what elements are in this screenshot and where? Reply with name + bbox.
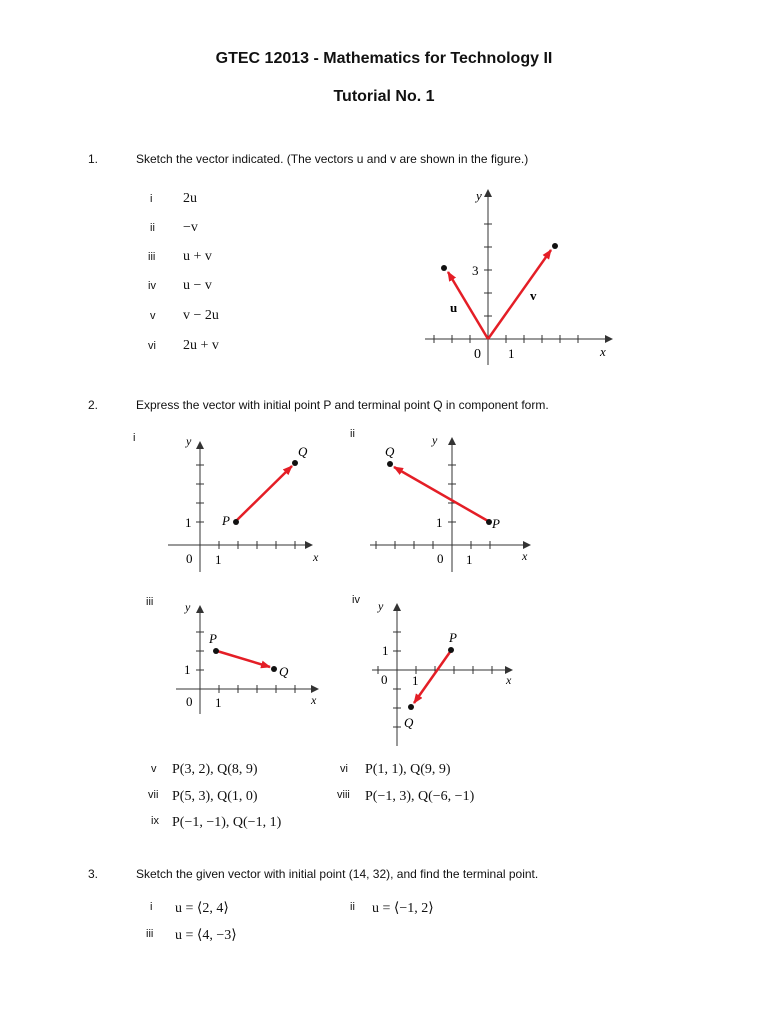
y-axis-label: y bbox=[185, 600, 191, 614]
q3-item-expr: u = ⟨−1, 2⟩ bbox=[372, 901, 434, 916]
q3-text: Sketch the given vector with initial point (14, 32), and find the terminal point. bbox=[136, 867, 539, 881]
x-tick-label: 1 bbox=[508, 346, 515, 361]
x-axis-label: x bbox=[506, 673, 512, 687]
point-item-label: vi bbox=[340, 763, 348, 775]
point-item-label: viii bbox=[337, 789, 350, 801]
q-label: Q bbox=[298, 444, 308, 459]
q1-item-label: vi bbox=[148, 340, 156, 352]
point-item-expr: P(5, 3), Q(1, 0) bbox=[172, 789, 258, 804]
q3-number: 3. bbox=[88, 867, 99, 881]
q1-text: Sketch the vector indicated. (The vectors u and v are shown in the figure.) bbox=[136, 152, 529, 166]
q1-item-expr: 2u + v bbox=[183, 338, 219, 353]
point-item-expr: P(1, 1), Q(9, 9) bbox=[365, 762, 451, 777]
point-q bbox=[408, 704, 414, 710]
origin-label: 0 bbox=[186, 551, 193, 566]
v-label: v bbox=[530, 288, 537, 303]
q3-item-expr: u = ⟨4, −3⟩ bbox=[175, 928, 237, 943]
point-p bbox=[448, 647, 454, 653]
origin-label: 0 bbox=[381, 672, 388, 687]
x-axis-label: x bbox=[313, 550, 319, 564]
graph-label: ii bbox=[350, 428, 355, 440]
y-tick-label: 3 bbox=[472, 263, 479, 278]
tutorial-title: Tutorial No. 1 bbox=[333, 88, 435, 105]
p-label: P bbox=[492, 516, 500, 531]
q3-item-label: iii bbox=[146, 928, 154, 940]
graph-label: iii bbox=[146, 596, 154, 608]
q3-item-label: i bbox=[150, 901, 153, 913]
q-label: Q bbox=[404, 715, 414, 730]
q1-item-label: ii bbox=[150, 222, 155, 234]
q2-number: 2. bbox=[88, 398, 99, 412]
q2-text: Express the vector with initial point P and terminal point Q in component form. bbox=[136, 398, 549, 412]
u-label: u bbox=[450, 300, 458, 315]
q1-item-expr: 2u bbox=[183, 191, 197, 206]
q-label: Q bbox=[385, 444, 395, 459]
q1-number: 1. bbox=[88, 152, 99, 166]
x-tick-label: 1 bbox=[215, 695, 222, 710]
y-axis-label: y bbox=[476, 188, 482, 203]
y-tick-label: 1 bbox=[436, 515, 443, 530]
y-axis-label: y bbox=[378, 599, 384, 613]
point-item-label: vii bbox=[148, 789, 159, 801]
course-title: GTEC 12013 - Mathematics for Technology II bbox=[215, 50, 553, 67]
graph-label: i bbox=[133, 432, 136, 444]
x-axis-label: x bbox=[311, 693, 317, 707]
origin-label: 0 bbox=[474, 347, 481, 362]
p-label: P bbox=[449, 630, 457, 645]
q-label: Q bbox=[279, 664, 289, 679]
q1-item-expr: v − 2u bbox=[183, 308, 219, 323]
x-tick-label: 1 bbox=[412, 673, 419, 688]
point-item-label: v bbox=[151, 763, 157, 775]
y-axis-label: y bbox=[432, 433, 438, 447]
point-item-expr: P(−1, 3), Q(−6, −1) bbox=[365, 789, 475, 804]
x-tick-label: 1 bbox=[215, 552, 222, 567]
origin-label: 0 bbox=[437, 551, 444, 566]
q1-item-expr: −v bbox=[183, 220, 198, 235]
p-label: P bbox=[222, 513, 230, 528]
q1-item-expr: u − v bbox=[183, 278, 212, 293]
x-axis-label: x bbox=[522, 549, 528, 563]
p-label: P bbox=[209, 631, 217, 646]
y-axis-label: y bbox=[186, 434, 192, 448]
q1-item-label: i bbox=[150, 193, 153, 205]
y-tick-label: 1 bbox=[184, 662, 191, 677]
q1-item-expr: u + v bbox=[183, 249, 212, 264]
point-item-label: ix bbox=[151, 815, 159, 827]
q1-item-label: iii bbox=[148, 251, 156, 263]
y-tick-label: 1 bbox=[185, 515, 192, 530]
q1-item-label: v bbox=[150, 310, 156, 322]
q3-item-expr: u = ⟨2, 4⟩ bbox=[175, 901, 229, 916]
point-item-expr: P(−1, −1), Q(−1, 1) bbox=[172, 815, 282, 830]
q1-item-label: iv bbox=[148, 280, 156, 292]
graph-label: iv bbox=[352, 594, 360, 606]
y-tick-label: 1 bbox=[382, 643, 389, 658]
x-axis-label: x bbox=[600, 344, 606, 359]
vector-pq bbox=[414, 652, 450, 703]
q3-item-label: ii bbox=[350, 901, 355, 913]
x-tick-label: 1 bbox=[466, 552, 473, 567]
origin-label: 0 bbox=[186, 694, 193, 709]
point-item-expr: P(3, 2), Q(8, 9) bbox=[172, 762, 258, 777]
